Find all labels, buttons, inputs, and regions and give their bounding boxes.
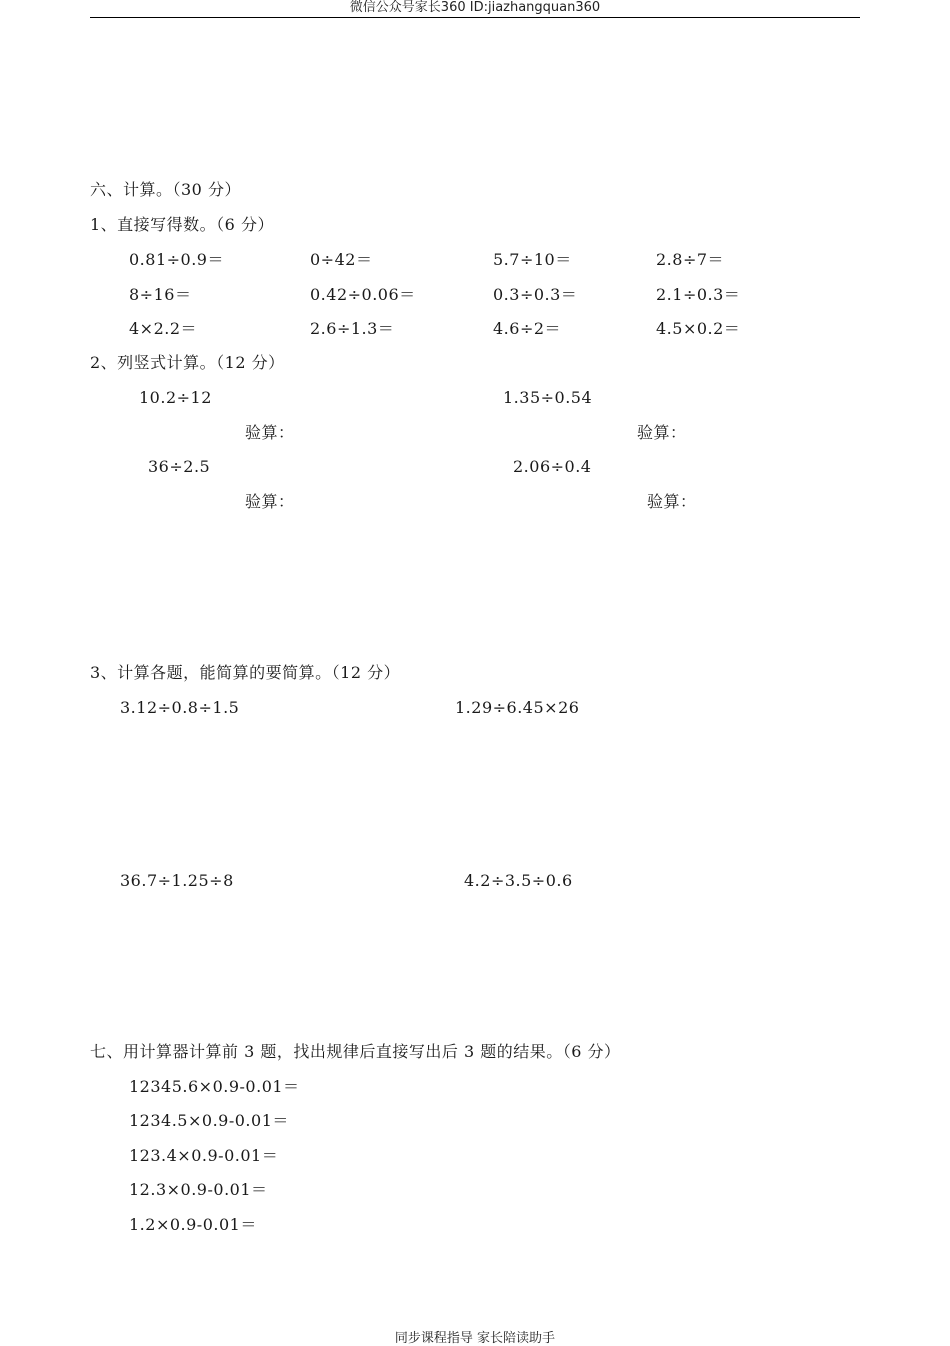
mental-math-problem: 8÷16＝ [129,285,192,304]
page-footer: 同步课程指导 家长陪读助手 [394,1331,556,1346]
mental-math-problem: 4.5×0.2＝ [656,319,741,338]
vertical-calc-problem: 1.35÷0.54 [503,388,593,407]
part-1-title: 1、直接写得数。（6 分） [90,215,274,234]
vertical-calc-problem: 36÷2.5 [148,457,211,476]
pattern-line: 1.2×0.9-0.01＝ [129,1215,257,1234]
page-header: 微信公众号家长360 ID:jiazhangquan360 [349,0,601,15]
mental-math-problem: 0.3÷0.3＝ [493,285,578,304]
check-label: 验算： [245,492,295,511]
pattern-line: 12.3×0.9-0.01＝ [129,1180,268,1199]
pattern-line: 1234.5×0.9-0.01＝ [129,1111,289,1130]
check-label: 验算： [637,423,687,442]
section-7-title: 七、用计算器计算前 3 题，找出规律后直接写出后 3 题的结果。（6 分） [90,1042,621,1061]
part-2-title: 2、列竖式计算。（12 分） [90,353,285,372]
mental-math-problem: 2.8÷7＝ [656,250,725,269]
vertical-calc-problem: 10.2÷12 [139,388,212,407]
header-divider [90,17,860,18]
mental-math-problem: 5.7÷10＝ [493,250,572,269]
simplify-problem: 4.2÷3.5÷0.6 [464,871,573,890]
mental-math-problem: 0.81÷0.9＝ [129,250,224,269]
vertical-calc-problem: 2.06÷0.4 [513,457,592,476]
mental-math-problem: 0.42÷0.06＝ [310,285,416,304]
pattern-line: 12345.6×0.9-0.01＝ [129,1077,300,1096]
mental-math-problem: 2.6÷1.3＝ [310,319,395,338]
part-3-title: 3、计算各题，能简算的要简算。（12 分） [90,663,401,682]
mental-math-problem: 4.6÷2＝ [493,319,562,338]
simplify-problem: 3.12÷0.8÷1.5 [120,698,240,717]
mental-math-problem: 0÷42＝ [310,250,373,269]
check-label: 验算： [647,492,697,511]
pattern-line: 123.4×0.9-0.01＝ [129,1146,279,1165]
section-6-title: 六、计算。（30 分） [90,180,241,199]
mental-math-problem: 2.1÷0.3＝ [656,285,741,304]
simplify-problem: 1.29÷6.45×26 [455,698,580,717]
simplify-problem: 36.7÷1.25÷8 [120,871,234,890]
mental-math-problem: 4×2.2＝ [129,319,198,338]
check-label: 验算： [245,423,295,442]
